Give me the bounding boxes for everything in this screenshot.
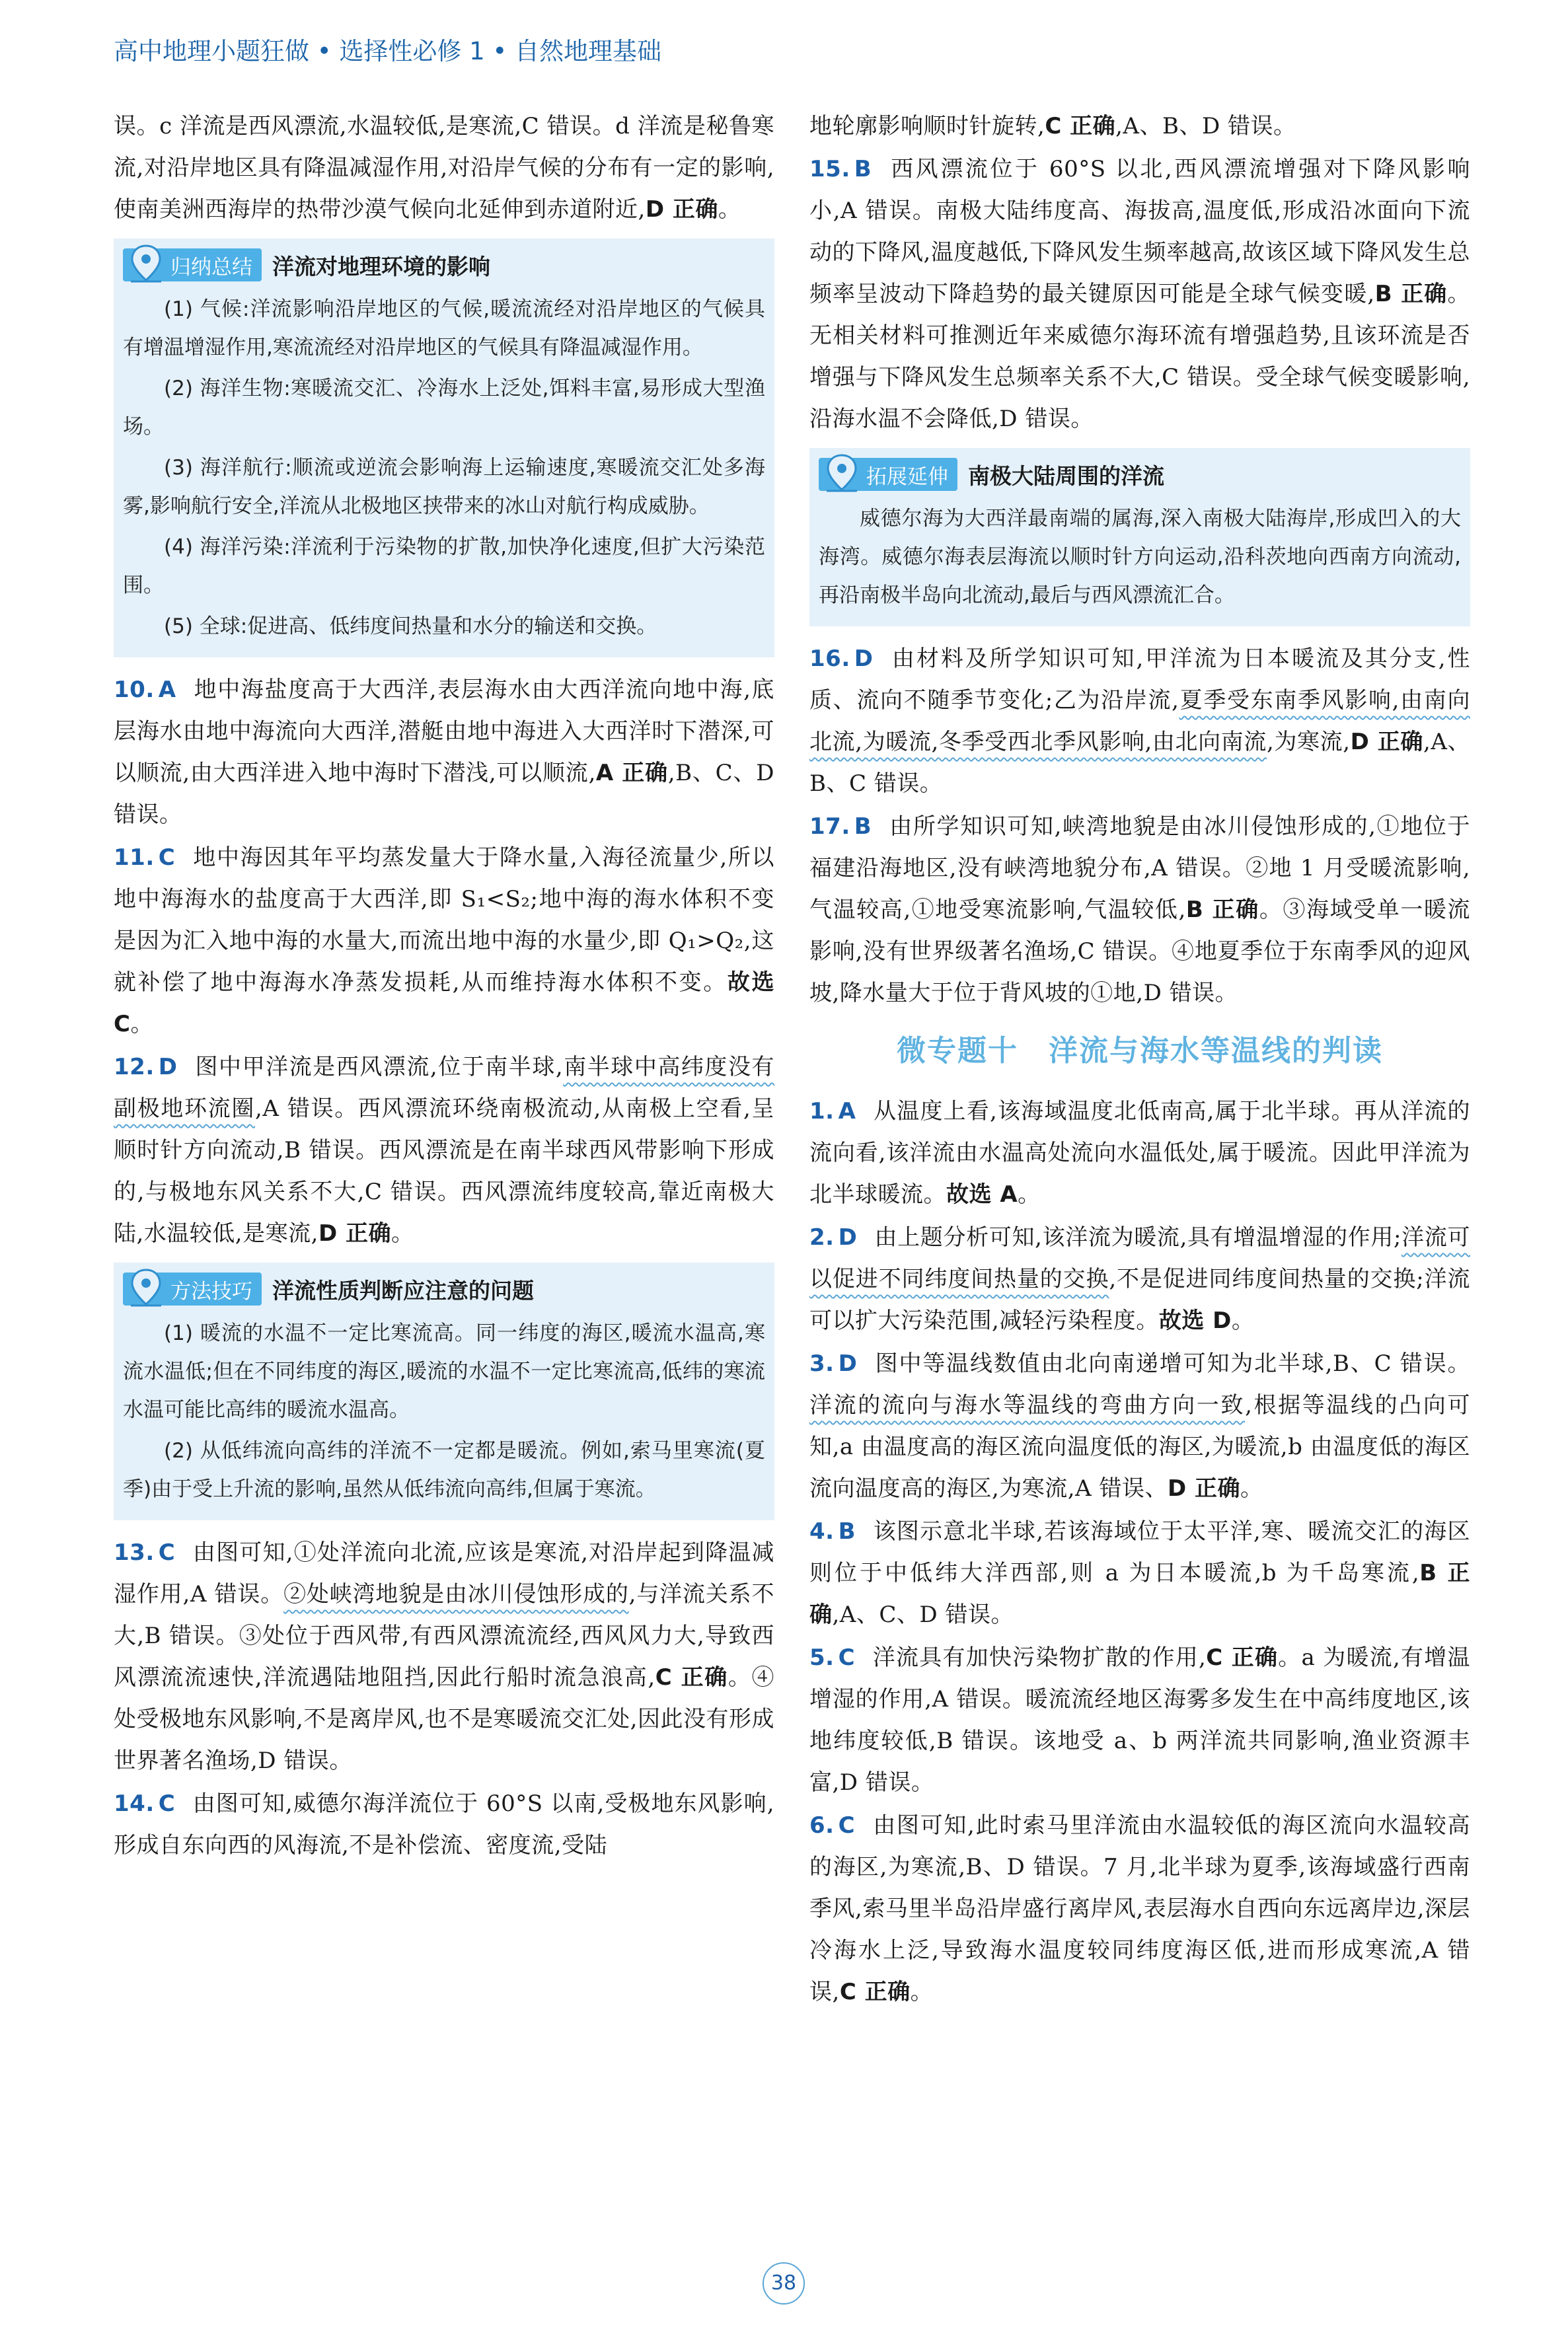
location-pin-icon [823,453,861,494]
answer-s2: 2. D 由上题分析可知,该洋流为暖流,具有增温增湿的作用;洋流可以促进不同纬度间热量的交换,不是促进同纬度间热量的交换;洋流可以扩大污染范围,减轻污染程度。故选 D。 [809,1224,1470,1334]
answer-14-continued: 地轮廓影响顺时针旋转,C 正确,A、B、D 错误。 [809,113,1296,139]
answer-10: 10. A 地中海盐度高于大西洋,表层海水由大西洋流向地中海,底层海水由地中海流向大西洋,潜艇由地中海进入大西洋时下潜深,可以顺流,由大西洋进入地中海时下潜浅,可以顺流,A 正确,B、C、D 错误。 [114,677,774,828]
answer-17: 17. B 由所学知识可知,峡湾地貌是由冰川侵蚀形成的,①地位于福建沿海地区,没有峡湾地貌分布,A 错误。②地 1 月受暖流影响,气温较高,①地受寒流影响,气温较低,B 正确。③海域受单一暖流影响,没有世界级著名渔场,C 错误。④地夏季位于东南季风的迎风坡,降水量大于位于背风坡的①地,D 错误。 [809,813,1470,1006]
answer-s4: 4. B 该图示意北半球,若该海域位于太平洋,寒、暖流交汇的海区则位于中低纬大洋西部,则 a 为日本暖流,b 为千岛寒流,B 正确,A、C、D 错误。 [809,1518,1470,1628]
summary-item: (1) 气候:洋流影响沿岸地区的气候,暖流流经对沿岸地区的气候具有增温增湿作用,寒流流经对沿岸地区的气候具有降温减湿作用。 [123,297,765,359]
right-column [809,106,1470,2014]
answer-12: 12. D 图中甲洋流是西风漂流,位于南半球,南半球中高纬度没有副极地环流圈,A 错误。西风漂流环绕南极流动,从南极上空看,呈顺时针方向流动,B 错误。西风漂流是在南半球西风带影响下形成的,与极地东风关系不大,C 错误。西风漂流纬度较高,靠近南极大陆,水温较低,是寒流,D 正确。 [114,1054,775,1247]
answer-14: 14. C 由图可知,威德尔海洋流位于 60°S 以南,受极地东风影响,形成自东向西的风海流,不是补偿流、密度流,受陆 [114,1790,774,1859]
answer-13: 13. C 由图可知,①处洋流向北流,应该是寒流,对沿岸起到降温减湿作用,A 错误。②处峡湾地貌是由冰川侵蚀形成的,与洋流关系不大,B 错误。③处位于西风带,有西风漂流流经,西风风力大,导致西风漂流流速快,洋流遇陆地阻挡,因此行船时流急浪高,C 正确。④处受极地东风影响,不是离岸风,也不是寒暖流交汇处,因此没有形成世界著名渔场,D 错误。 [114,1539,775,1774]
extension-tag: 拓展延伸 [819,458,957,491]
summary-item: (2) 海洋生物:寒暖流交汇、冷海水上泛处,饵料丰富,易形成大型渔场。 [123,377,765,439]
answer-s3: 3. D 图中等温线数值由北向南递增可知为北半球,B、C 错误。洋流的流向与海水等温线的弯曲方向一致,根据等温线的凸向可知,a 由温度高的海区流向温度低的海区,为暖流,b 由温度低的海区流向温度高的海区,为寒流,A 错误、D 正确。 [809,1350,1470,1502]
section-title: 微专题十 洋流与海水等温线的判读 [897,1034,1383,1068]
summary-title: 洋流对地理环境的影响 [272,253,490,279]
answer-11: 11. C 地中海因其年平均蒸发量大于降水量,入海径流量少,所以地中海海水的盐度高于大西洋,即 S₁<S₂;地中海的海水体积不变是因为汇入地中海的水量大,而流出地中海的水量少,即 Q₁>Q₂,这就补偿了地中海海水净蒸发损耗,从而维持海水体积不变。故选 C。 [114,844,774,1037]
answer-s1: 1. A 从温度上看,该海域温度北低南高,属于北半球。再从洋流的流向看,该洋流由水温高处流向水温低处,属于暖流。因此甲洋流为北半球暖流。故选 A。 [809,1098,1470,1208]
summary-box [114,239,774,657]
extension-item: 威德尔海为大西洋最南端的属海,深入南极大陆海岸,形成凹入的大海湾。威德尔海表层海流以顺时针方向运动,沿科茨地向西南方向流动,再沿南极半岛向北流动,最后与西风漂流汇合。 [819,507,1461,607]
intro-paragraph: 误。c 洋流是西风漂流,水温较低,是寒流,C 错误。d 洋流是秘鲁寒流,对沿岸地区具有降温减湿作用,对沿岸气候的分布有一定的影响,使南美洲西海岸的热带沙漠气候向北延伸到赤道附近,D 正确。 [114,113,774,223]
answer-16: 16. D 由材料及所学知识可知,甲洋流为日本暖流及其分支,性质、流向不随季节变化;乙为沿岸流,夏季受东南季风影响,由南向北流,为暖流,冬季受西北季风影响,由北向南流,为寒流,D 正确,A、B、C 错误。 [809,646,1470,797]
summary-item: (5) 全球:促进高、低纬度间热量和水分的输送和交换。 [164,614,657,638]
summary-item: (3) 海洋航行:顺流或逆流会影响海上运输速度,寒暖流交汇处多海雾,影响航行安全,洋流从北极地区挟带来的冰山对航行构成威胁。 [123,456,765,518]
method-item: (1) 暖流的水温不一定比寒流高。同一纬度的海区,暖流水温高,寒流水温低;但在不同纬度的海区,暖流的水温不一定比寒流高,低纬的寒流水温可能比高纬的暖流水温高。 [123,1321,765,1422]
method-tag: 方法技巧 [123,1273,262,1306]
book-title: 高中地理小题狂做 • 选择性必修 1 • 自然地理基础 [114,37,661,65]
method-item: (2) 从低纬流向高纬的洋流不一定都是暖流。例如,索马里寒流(夏季)由于受上升流的影响,虽然从低纬流向高纬,但属于寒流。 [123,1439,765,1501]
answer-s5: 5. C 洋流具有加快污染物扩散的作用,C 正确。a 为暖流,有增温增湿的作用,A 错误。暖流流经地区海雾多发生在中高纬度地区,该地纬度较低,B 错误。该地受 a、b 两洋流共同影响,渔业资源丰富,D 错误。 [809,1644,1470,1796]
left-column [114,106,774,1868]
page-number: 38 [763,2262,805,2305]
summary-tag: 归纳总结 [123,248,262,281]
location-pin-icon [127,1267,165,1308]
extension-title: 南极大陆周围的洋流 [968,462,1164,489]
extension-box [809,448,1470,626]
method-box [114,1263,774,1520]
location-pin-icon [127,243,165,284]
method-title: 洋流性质判断应注意的问题 [272,1277,534,1304]
answer-s6: 6. C 由图可知,此时索马里洋流由水温较低的海区流向水温较高的海区,为寒流,B、D 错误。7 月,北半球为夏季,该海域盛行西南季风,索马里半岛沿岸盛行离岸风,表层海水自西向东远离岸边,深层冷海水上泛,导致海水温度较同纬度海区低,进而形成寒流,A 错误,C 正确。 [809,1812,1470,2005]
summary-item: (4) 海洋污染:洋流利于污染物的扩散,加快净化速度,但扩大污染范围。 [123,535,765,597]
answer-15: 15. B 西风漂流位于 60°S 以北,西风漂流增强对下降风影响小,A 错误。南极大陆纬度高、海拔高,温度低,形成沿冰面向下流动的下降风,温度越低,下降风发生频率越高,故该区域下降风发生总频率呈波动下降趋势的最关键原因可能是全球气候变暖,B 正确。无相关材料可推测近年来威德尔海环流有增强趋势,且该环流是否增强与下降风发生总频率关系不大,C 错误。受全球气候变暖影响,沿海水温不会降低,D 错误。 [809,156,1470,432]
